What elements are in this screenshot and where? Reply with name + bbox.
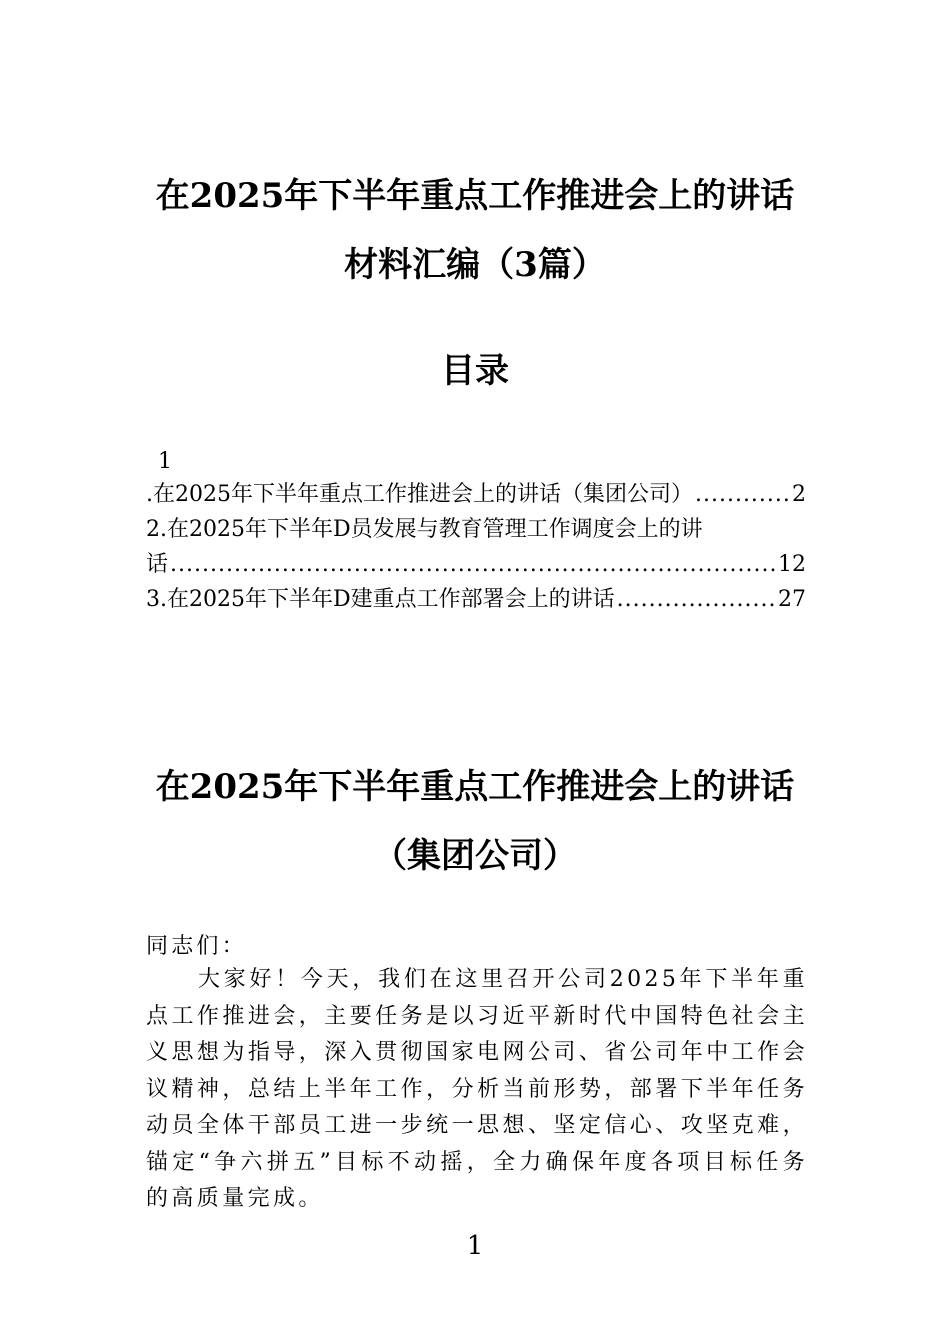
cover-subtitle: 材料汇编（3篇）: [344, 245, 606, 285]
toc-entry-text: 3.在2025年下半年D建重点工作部署会上的讲话: [146, 587, 615, 612]
toc-entry-text: 2.在2025年下半年D员发展与教育管理工作调度会上的讲: [146, 517, 703, 542]
page-number: 1: [466, 1231, 484, 1261]
body-paragraph: 大家好！今天，我们在这里召开公司2025年下半年重点工作推进会，主要任务是以习近平新时代中国特色社会主义思想为指导，深入贯彻国家电网公司、省公司年中工作会议精神，总结上半年工作，分析当前形势，部署下半年任务动员全体干部员工进一步统一思想、坚定信心、攻坚克难，锚定“争六拼五”目标不动摇，全力确保年度各项目标任务的高质量完成。: [146, 967, 808, 1211]
toc-entry-2-line1[interactable]: [146, 515, 806, 545]
toc-heading: 目录: [441, 351, 509, 391]
toc-entry-page: 27: [778, 587, 806, 612]
toc-entry-text: .在2025年下半年重点工作推进会上的讲话（集团公司）: [146, 482, 693, 507]
toc-entry-page: 2: [792, 482, 806, 507]
toc-entry-1-number[interactable]: [158, 447, 818, 477]
toc-entry-3[interactable]: [146, 585, 806, 615]
article-subtitle: （集团公司）: [373, 836, 577, 876]
article-title: 在2025年下半年重点工作推进会上的讲话: [155, 767, 795, 807]
cover-title: 在2025年下半年重点工作推进会上的讲话: [155, 176, 795, 216]
toc-leader-dots: [170, 550, 776, 580]
toc-leader-dots: [695, 480, 790, 510]
toc-entry-1[interactable]: [146, 480, 806, 510]
salutation: 同志们：: [146, 934, 247, 959]
toc-entry-2-line2[interactable]: [146, 550, 806, 580]
toc-entry-number: 1: [158, 449, 172, 474]
toc-entry-page: 12: [778, 552, 806, 577]
toc-entry-text: 话: [146, 552, 169, 577]
toc-leader-dots: [617, 585, 776, 615]
